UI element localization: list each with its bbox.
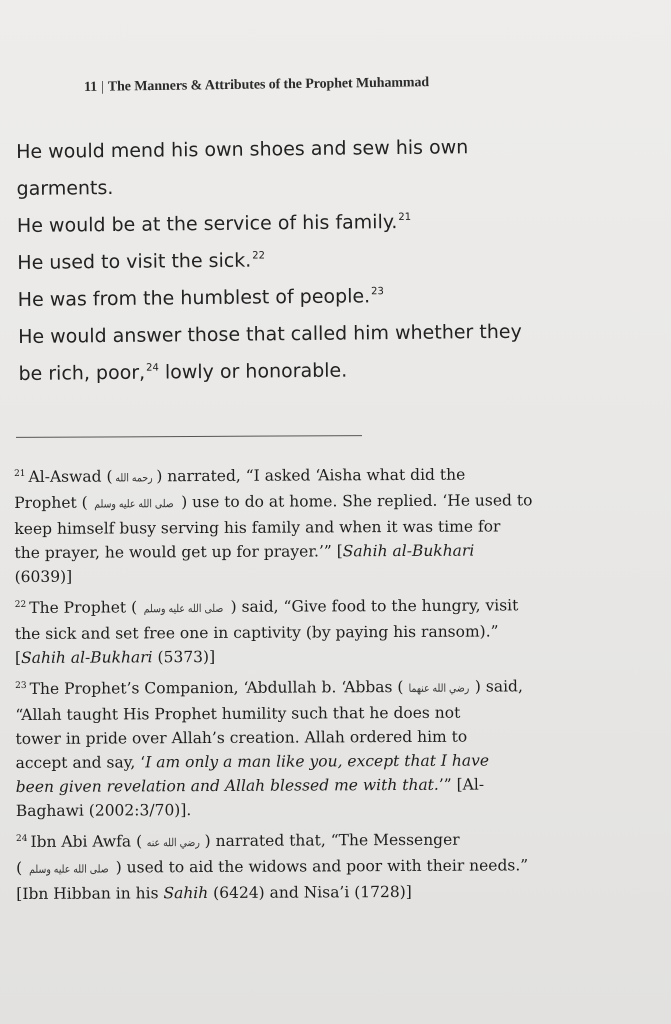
footnote-23 [15,671,590,823]
source-title: Sahih al-Bukhari [342,541,475,561]
quotation: I am only a man like you, except that I have [145,751,490,772]
footnote-number: 23 [15,680,27,691]
footnote-ref: 21 [398,211,412,224]
footnote-text: Baghawi (2002:3/70)]. [15,801,192,820]
honorific-calligraphy: صلى الله عليه وسلم [29,862,109,876]
attribute-line [16,128,587,208]
footnote-text: ( [16,858,23,877]
quotation: been given revelation and Allah blessed me with that. [15,775,439,796]
text-line: garments. [16,176,114,200]
footnote-text: Prophet ( [14,493,88,512]
footnote-text: tower in pride over Allah’s creation. Allah ordered him to [15,727,468,748]
source-title: Sahih al-Bukhari [21,648,153,667]
text-line: He used to visit the sick. [17,249,252,274]
text-line: He would answer those that called him whether they [18,320,522,348]
main-text [16,128,589,393]
footnote-text: Ibn Abi Awfa ( [30,832,143,851]
attribute-line [17,202,587,245]
footnote-24 [16,824,590,906]
footnote-text: accept and say, ‘ [15,753,146,772]
text-line: be rich, poor, [18,361,146,385]
text-line: He would be at the service of his family. [16,211,398,237]
book-title: The Manners & Attributes of the Prophet Muhammad [107,75,430,95]
footnote-text: The Prophet ( [29,598,138,617]
footnote-text: (6424) and Nisa’i (1728)] [208,882,412,902]
footnote-text: [ [14,648,22,667]
honorific-calligraphy: رضي الله عنه [146,836,201,850]
footnote-21 [14,459,589,589]
attribute-line [18,276,588,319]
source-title: Sahih [163,883,209,903]
text-line: He was from the humblest of people. [17,285,371,311]
footnote-text: keep himself busy serving his family and when it was time for [14,517,501,538]
attribute-line [17,239,587,282]
honorific-calligraphy: صلى الله عليه وسلم [94,497,175,511]
honorific-calligraphy: صلى الله عليه وسلم [144,601,224,616]
honorific-calligraphy: رحمه الله [115,471,154,485]
footnote-22 [15,590,589,670]
footnote-text: the sick and set free one in captivity (by paying his ransom).” [14,622,499,643]
page-number: 11 [84,79,98,95]
footnote-ref: 24 [146,362,159,374]
footnote-number: 21 [14,468,26,479]
footnote-text: ) used to aid the widows and poor with their needs.” [115,856,529,877]
footnote-text: “Allah taught His Prophet humility such that he does not [15,703,461,724]
footnote-text: Al-Aswad ( [28,467,113,486]
footnote-number: 22 [14,599,27,610]
footnote-text: ’” [Al- [438,775,485,794]
footnote-text: the prayer, he would get up for prayer.’” [ [14,542,343,562]
text-line: lowly or honorable. [158,359,348,384]
text-line: He would mend his own shoes and sew his own [16,136,469,163]
footnote-text: ) narrated that, “The Messenger [204,830,460,851]
footnote-text: The Prophet’s Companion, ‘Abdullah b. ‘Abbas ( [29,677,404,698]
footnote-text: ) said, “Give food to the hungry, visit [230,596,519,616]
footnote-text: [Ibn Hibban in his [16,884,164,903]
honorific-calligraphy: رضي الله عنهما [408,681,470,695]
footnotes [14,459,590,910]
footnote-text: (6039)] [14,567,73,586]
header-separator: | [101,79,104,95]
footnote-ref: 23 [371,286,384,298]
footnote-text: (5373)] [152,647,216,667]
footnote-ref: 22 [252,250,266,262]
footnote-text: ) said, [474,677,523,696]
footnote-divider [16,435,362,438]
attribute-line [18,313,589,393]
footnote-text: ) narrated, “I asked ‘Aisha what did the [156,465,466,486]
footnote-text: ) use to do at home. She replied. ‘He used to [181,491,533,512]
running-header [84,75,429,96]
footnote-number: 24 [15,833,28,844]
